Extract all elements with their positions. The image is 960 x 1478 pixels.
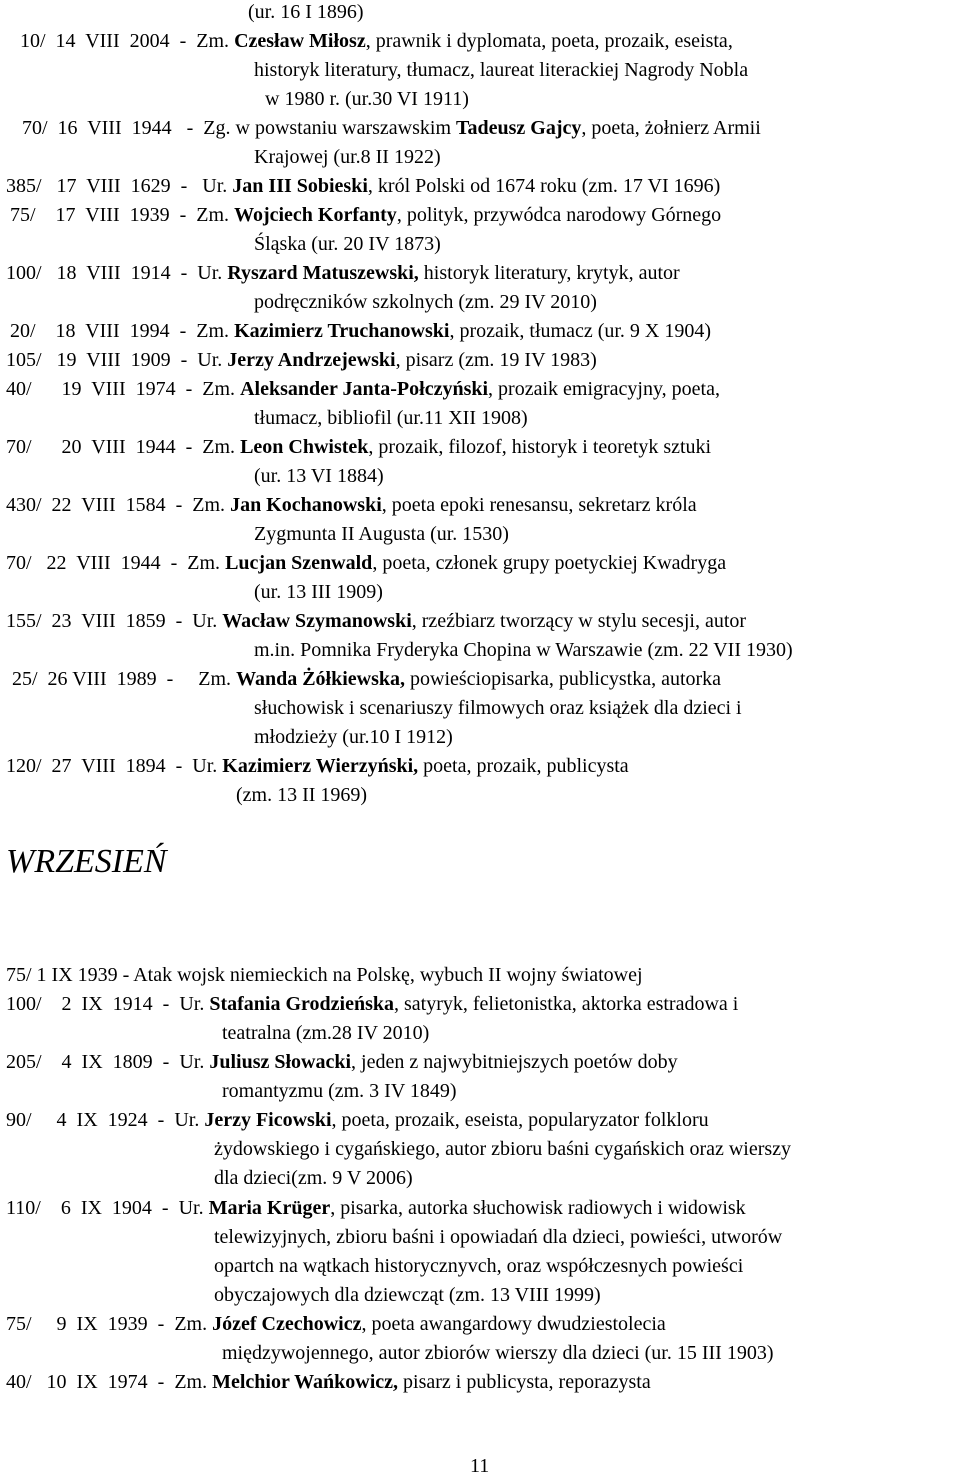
entry-date: 430/ 22 VIII 1584 - Zm. <box>6 494 231 516</box>
entry-description: , rzeźbiarz tworzący w stylu secesji, autor <box>411 610 747 632</box>
entry-description: , poeta epoki renesansu, sekretarz króla <box>381 494 697 516</box>
entry-date: 70/ 22 VIII 1944 - Zm. <box>6 552 226 574</box>
line-text: opartch na wątkach historycznyvch, oraz współczesnych powieści <box>214 1255 744 1277</box>
entry-line <box>254 145 441 169</box>
person-name: Czesław Miłosz <box>234 30 366 52</box>
person-name: Ryszard Matuszewski, <box>227 262 419 284</box>
person-name: Kazimierz Truchanowski <box>234 320 450 342</box>
entry-description: powieściopisarka, publicystka, autorka <box>405 668 722 690</box>
entry-line <box>22 116 761 140</box>
entry-line <box>222 1341 773 1365</box>
line-text: (zm. 13 II 1969) <box>236 784 368 806</box>
line-text: Krajowej (ur.8 II 1922) <box>254 146 441 168</box>
entry-line <box>6 1050 678 1074</box>
entry-line <box>6 377 720 401</box>
line-text: 75/ 1 IX 1939 - Atak wojsk niemieckich na Polskę, wybuch II wojny światowej <box>6 964 643 986</box>
entry-line <box>254 580 383 604</box>
entry-line <box>6 992 738 1016</box>
line-text: (ur. 13 VI 1884) <box>254 465 384 487</box>
entry-description: , poeta, członek grupy poetyckiej Kwadryga <box>372 552 727 574</box>
entry-date: 75/ 9 IX 1939 - Zm. <box>6 1313 213 1335</box>
entry-description: , polityk, przywódca narodowy Górnego <box>396 204 722 226</box>
line-text: tłumacz, bibliofil (ur.11 XII 1908) <box>254 407 528 429</box>
person-name: Józef Czechowicz <box>212 1313 362 1335</box>
entry-date: 105/ 19 VIII 1909 - Ur. <box>6 349 228 371</box>
line-text: dla dzieci(zm. 9 V 2006) <box>214 1167 413 1189</box>
person-name: Jan III Sobieski <box>232 175 368 197</box>
entry-line <box>214 1225 782 1249</box>
person-name: Aleksander Janta-Połczyński <box>240 378 489 400</box>
person-name: Stafania Grodzieńska <box>209 993 394 1015</box>
entry-line <box>254 58 748 82</box>
person-name: Leon Chwistek <box>240 436 369 458</box>
entry-date: 110/ 6 IX 1904 - Ur. <box>6 1197 209 1219</box>
entry-line <box>214 1283 601 1307</box>
entry-date: 205/ 4 IX 1809 - Ur. <box>6 1051 210 1073</box>
line-text: międzywojennego, autor zbiorów wierszy dla dzieci (ur. 15 III 1903) <box>222 1342 774 1364</box>
entry-line <box>222 1079 457 1103</box>
entry-line <box>20 29 733 53</box>
entry-date: 155/ 23 VIII 1859 - Ur. <box>6 610 223 632</box>
line-text: telewizyjnych, zbioru baśni i opowiadań dla dzieci, powieści, utworów <box>214 1226 783 1248</box>
entry-line <box>265 87 469 111</box>
person-name: Kazimierz Wierzyński, <box>222 755 419 777</box>
entry-date: 20/ 18 VIII 1994 - Zm. <box>10 320 235 342</box>
entry-date: 10/ 14 VIII 2004 - Zm. <box>20 30 235 52</box>
person-name: Jan Kochanowski <box>230 494 382 516</box>
line-text: romantyzmu (zm. 3 IV 1849) <box>222 1080 457 1102</box>
entry-date: 25/ 26 VIII 1989 - Zm. <box>12 668 237 690</box>
entry-line <box>6 963 643 987</box>
line-text: (ur. 13 III 1909) <box>254 581 383 603</box>
line-text: historyk literatury, tłumacz, laureat literackiej Nagrody Nobla <box>254 59 749 81</box>
page-number: 11 <box>470 1455 490 1477</box>
entry-description: , król Polski od 1674 roku (zm. 17 VI 1696) <box>367 175 721 197</box>
entry-line <box>6 754 629 778</box>
line-text: w 1980 r. (ur.30 VI 1911) <box>265 88 469 110</box>
entry-line <box>10 203 721 227</box>
entry-line <box>254 725 453 749</box>
entry-line <box>248 0 364 24</box>
entry-description: , jeden z najwybitniejszych poetów doby <box>351 1051 678 1073</box>
entry-line <box>6 348 597 372</box>
entry-line <box>6 1370 651 1394</box>
entry-date: 40/ 10 IX 1974 - Zm. <box>6 1371 213 1393</box>
entry-description: , prozaik, tłumacz (ur. 9 X 1904) <box>449 320 712 342</box>
entry-date: 100/ 2 IX 1914 - Ur. <box>6 993 210 1015</box>
entry-date: 70/ 16 VIII 1944 - Zg. w powstaniu warszawskim <box>22 117 457 139</box>
entry-line <box>236 783 367 807</box>
person-name: Wanda Żółkiewska, <box>236 668 406 690</box>
entry-line <box>214 1254 743 1278</box>
person-name: Juliusz Słowacki <box>209 1051 352 1073</box>
entry-line <box>6 551 726 575</box>
entry-date: 100/ 18 VIII 1914 - Ur. <box>6 262 228 284</box>
entry-date: 40/ 19 VIII 1974 - Zm. <box>6 378 241 400</box>
entry-description: , pisarz (zm. 19 IV 1983) <box>395 349 597 371</box>
entry-line <box>254 232 441 256</box>
entry-line <box>254 464 384 488</box>
person-name: Tadeusz Gajcy <box>456 117 582 139</box>
entry-date: 90/ 4 IX 1924 - Ur. <box>6 1109 205 1131</box>
entry-line <box>6 174 720 198</box>
entry-line <box>6 435 711 459</box>
entry-line <box>10 319 711 343</box>
entry-line <box>214 1166 413 1190</box>
entry-description: poeta, prozaik, publicysta <box>418 755 629 777</box>
entry-description: , poeta, prozaik, eseista, popularyzator folkloru <box>331 1109 709 1131</box>
entry-line <box>6 493 697 517</box>
entry-line <box>6 1108 709 1132</box>
entry-date: 120/ 27 VIII 1894 - Ur. <box>6 755 223 777</box>
line-text: obyczajowych dla dziewcząt (zm. 13 VIII 1999) <box>214 1284 601 1306</box>
entry-description: , poeta, żołnierz Armii <box>581 117 761 139</box>
entry-description: , prawnik i dyplomata, poeta, prozaik, eseista, <box>365 30 733 52</box>
entry-line <box>6 261 680 285</box>
entry-description: pisarz i publicysta, reporazysta <box>398 1371 651 1393</box>
entry-line <box>214 1137 791 1161</box>
entry-description: , prozaik emigracyjny, poeta, <box>488 378 720 400</box>
person-name: Maria Krüger <box>208 1197 331 1219</box>
line-text: młodzieży (ur.10 I 1912) <box>254 726 453 748</box>
entry-line <box>6 609 746 633</box>
person-name: Melchior Wańkowicz, <box>212 1371 399 1393</box>
section-heading-wrzesien: WRZESIEŃ <box>6 843 167 880</box>
line-text: (ur. 16 I 1896) <box>248 1 364 23</box>
entry-line <box>6 1312 666 1336</box>
person-name: Wacław Szymanowski <box>222 610 412 632</box>
entry-description: historyk literatury, krytyk, autor <box>418 262 680 284</box>
line-text: słuchowisk i scenariuszy filmowych oraz książek dla dzieci i <box>254 697 742 719</box>
entry-description: , satyryk, felietonistka, aktorka estradowa i <box>394 993 739 1015</box>
entry-description: , prozaik, filozof, historyk i teoretyk sztuki <box>368 436 712 458</box>
person-name: Jerzy Ficowski <box>204 1109 332 1131</box>
line-text: teatralna (zm.28 IV 2010) <box>222 1022 430 1044</box>
entry-line <box>222 1021 429 1045</box>
entry-line <box>254 638 793 662</box>
line-text: Śląska (ur. 20 IV 1873) <box>254 233 441 255</box>
line-text: Zygmunta II Augusta (ur. 1530) <box>254 523 509 545</box>
line-text: m.in. Pomnika Fryderyka Chopina w Warszawie (zm. 22 VII 1930) <box>254 639 793 661</box>
entry-date: 385/ 17 VIII 1629 - Ur. <box>6 175 233 197</box>
line-text: żydowskiego i cygańskiego, autor zbioru baśni cygańskich oraz wierszy <box>214 1138 792 1160</box>
entry-date: 75/ 17 VIII 1939 - Zm. <box>10 204 235 226</box>
entry-line <box>254 696 742 720</box>
entry-line <box>254 522 509 546</box>
entry-line <box>254 290 597 314</box>
entry-date: 70/ 20 VIII 1944 - Zm. <box>6 436 241 458</box>
entry-description: , poeta awangardowy dwudziestolecia <box>361 1313 666 1335</box>
person-name: Lucjan Szenwald <box>225 552 373 574</box>
entry-line <box>254 406 528 430</box>
person-name: Wojciech Korfanty <box>234 204 397 226</box>
entry-line <box>6 1196 746 1220</box>
line-text: podręczników szkolnych (zm. 29 IV 2010) <box>254 291 597 313</box>
entry-description: , pisarka, autorka słuchowisk radiowych i widowisk <box>330 1197 746 1219</box>
entry-line <box>12 667 721 691</box>
person-name: Jerzy Andrzejewski <box>227 349 396 371</box>
